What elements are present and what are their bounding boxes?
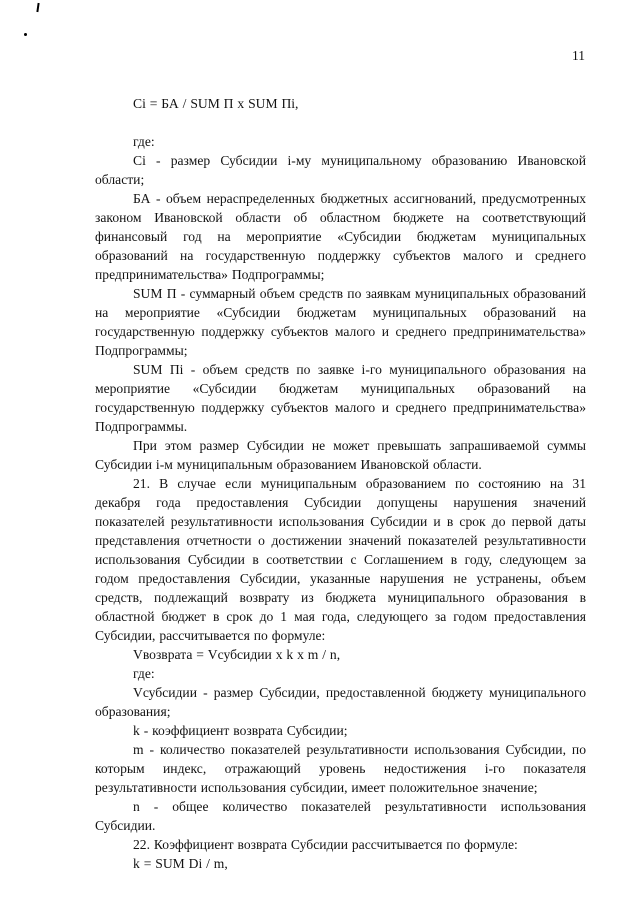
formula-where-label: где: (133, 134, 155, 149)
paragraph: При этом размер Субсидии не может превышать запрашиваемой суммы Субсидии i-м муниципальным образованием Ивановской области. (95, 438, 586, 472)
scan-artifact-dot (24, 33, 27, 36)
paragraph-item-22: 22. Коэффициент возврата Субсидии рассчитывается по формуле: (133, 837, 518, 852)
paragraph: Vсубсидии - размер Субсидии, предоставленной бюджету муниципального образования; (95, 685, 586, 719)
paragraph: SUM Пi - объем средств по заявке i-го муниципального образования на мероприятие «Субсидии бюджетам муниципальных образований на государственную поддержку субъектов малого и среднего предпринимательства» Подпрограммы. (95, 362, 586, 434)
paragraph: k - коэффициент возврата Субсидии; (133, 723, 348, 738)
formula-where-label: где: (133, 666, 155, 681)
formula-line: Ci = БА / SUM П x SUM Пi, (133, 96, 299, 111)
document-body (95, 94, 586, 873)
page-number: 11 (572, 48, 585, 63)
paragraph: БА - объем нераспределенных бюджетных ассигнований, предусмотренных законом Ивановской области об областном бюджете на соответствующий финансовый год на мероприятие «Субсидии бюджетам муниципальных образований на государственную поддержку субъектов малого и среднего предпринимательства» Подпрограммы; (95, 191, 586, 282)
paragraph: m - количество показателей результативности использования Субсидии, по которым индекс, отражающий уровень недостижения i-го показателя результативности использования субсидии, имеет положительное значение; (95, 742, 586, 795)
formula-line: Vвозврата = Vсубсидии x k x m / n, (133, 647, 341, 662)
scan-artifact-dash (36, 3, 39, 12)
paragraph: SUM П - суммарный объем средств по заявкам муниципальных образований на мероприятие «Субсидии бюджетам муниципальных образований на государственную поддержку субъектов малого и среднего предпринимательства» Подпрограммы; (95, 286, 586, 358)
paragraph: Ci - размер Субсидии i-му муниципальному образованию Ивановской области; (95, 153, 586, 187)
formula-line: k = SUM Di / m, (133, 856, 228, 871)
paragraph: n - общее количество показателей результативности использования Субсидии. (95, 799, 586, 833)
paragraph-item-21: 21. В случае если муниципальным образованием по состоянию на 31 декабря года предоставления Субсидии допущены нарушения значений показателей результативности использования Субсидии и в срок до первой даты представления отчетности о достижении значений показателей результативности использования Субсидии в соответствии с Соглашением в году, следующем за годом предоставления Субсидии, указанные нарушения не устранены, объем средств, подлежащий возврату из бюджета муниципального образования в областной бюджет в срок до 1 мая года, следующего за годом предоставления Субсидии, рассчитывается по формуле: (95, 476, 586, 643)
